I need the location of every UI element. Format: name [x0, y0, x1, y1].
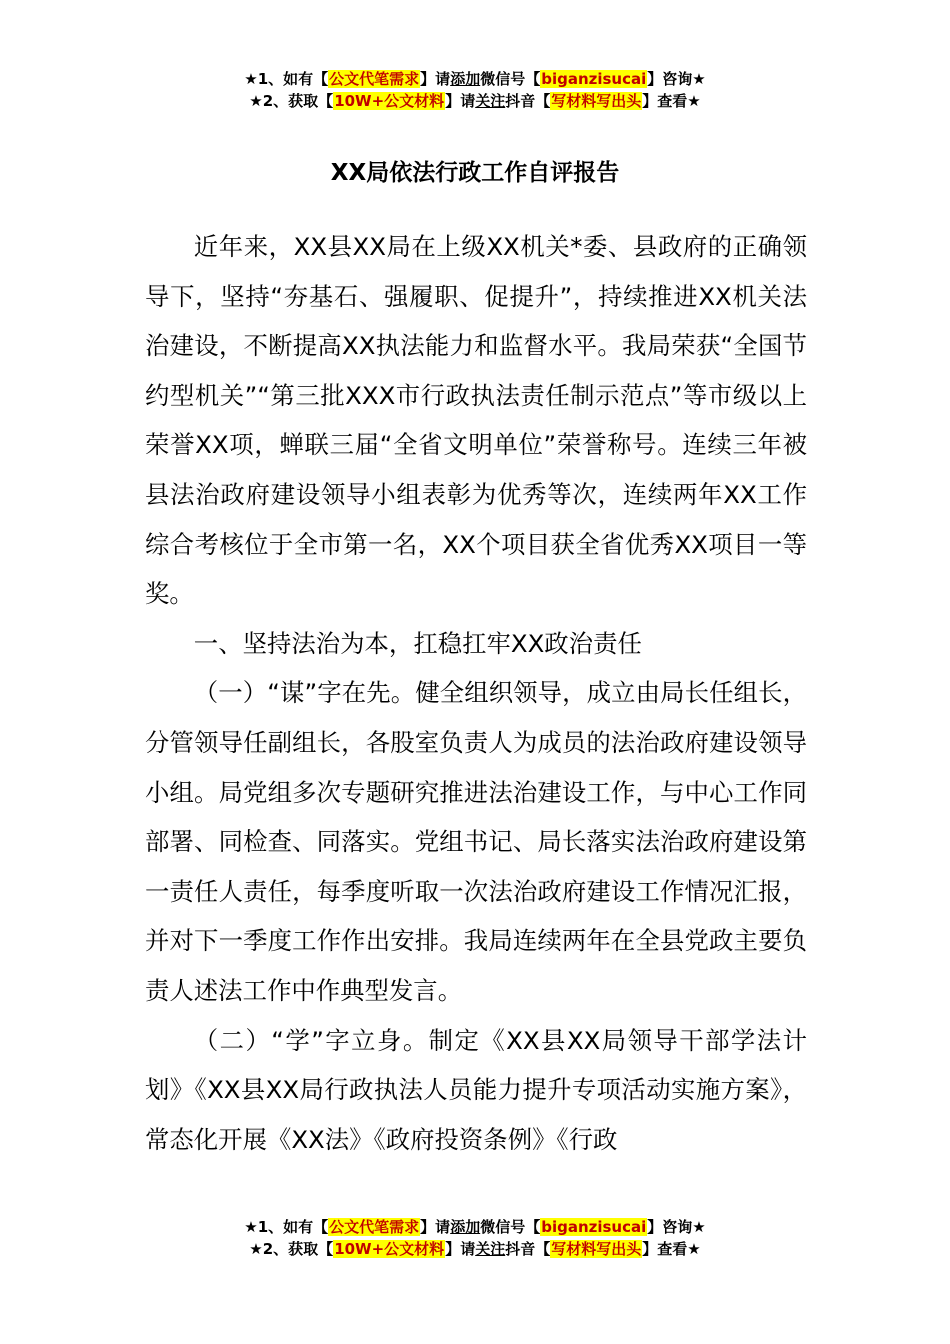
banner-text: 抖音【 — [505, 1240, 551, 1258]
banner-line-2 — [0, 90, 950, 112]
banner-line-1 — [0, 68, 950, 90]
banner-text: ★2、获取【 — [249, 1240, 334, 1258]
banner-text: 】请 — [445, 1240, 476, 1258]
banner-highlight: biganzisucai — [541, 70, 647, 88]
banner-highlight: 写材料写出头 — [551, 92, 642, 110]
header-banner — [0, 68, 950, 112]
banner-underlined-text: 添加 — [450, 70, 481, 88]
banner-text: 微信号【 — [480, 1218, 541, 1236]
banner-text: 抖音【 — [505, 92, 551, 110]
banner-text: 】请 — [420, 70, 451, 88]
document-title: XX局依法行政工作自评报告 — [330, 160, 620, 186]
footer-banner — [0, 1216, 950, 1260]
paragraph-subsection-2: （二）“学”字立身。制定《XX县XX局领导干部学法计划》《XX县XX局行政执法人员能力提升专项活动实施方案》，常态化开展《XX法》《政府投资条例》《行政 — [145, 1025, 807, 1154]
banner-text: 】查看★ — [642, 1240, 701, 1258]
banner-text: 微信号【 — [480, 70, 541, 88]
paragraph-subsection-1: （一）“谋”字在先。健全组织领导，成立由局长任组长，分管领导任副组长，各股室负责人为成员的法治政府建设领导小组。局党组多次专题研究推进法治建设工作，与中心工作同部署、同检查、同落实。党组书记、局长落实法治政府建设第一责任人责任，每季度听取一次法治政府建设工作情况汇报，并对下一季度工作作出安排。我局连续两年在全县党政主要负责人述法工作中作典型发言。 — [145, 678, 807, 1005]
paragraph-intro: 近年来，XX县XX局在上级XX机关*委、县政府的正确领导下，坚持“夯基石、强履职、促提升”，持续推进XX机关法治建设，不断提高XX执法能力和监督水平。我局荣获“全国节约型机关”“第三批XXX市行政执法责任制示范点”等市级以上荣誉XX项，蝉联三届“全省文明单位”荣誉称号。连续三年被县法治政府建设领导小组表彰为优秀等次，连续两年XX工作综合考核位于全市第一名，XX个项目获全省优秀XX项目一等奖。 — [145, 232, 807, 609]
banner-highlight: 写材料写出头 — [551, 1240, 642, 1258]
banner-underlined-text: 添加 — [450, 1218, 481, 1236]
banner-text: ★2、获取【 — [249, 92, 334, 110]
banner-underlined-text: 关注 — [475, 92, 506, 110]
banner-line-1 — [0, 1216, 950, 1238]
banner-highlight: 公文代笔需求 — [329, 70, 420, 88]
banner-highlight: biganzisucai — [541, 1218, 647, 1236]
banner-underlined-text: 关注 — [475, 1240, 506, 1258]
banner-text: ★1、如有【 — [244, 70, 329, 88]
banner-highlight: 10W+公文材料 — [334, 92, 445, 110]
section-heading: 一、坚持法治为本，扛稳扛牢XX政治责任 — [193, 628, 642, 658]
banner-highlight: 10W+公文材料 — [334, 1240, 445, 1258]
banner-text: 】请 — [445, 92, 476, 110]
document-body — [145, 222, 807, 1164]
banner-text: 】咨询★ — [647, 1218, 706, 1236]
banner-text: 】查看★ — [642, 92, 701, 110]
banner-text: ★1、如有【 — [244, 1218, 329, 1236]
banner-line-2 — [0, 1238, 950, 1260]
banner-text: 】请 — [420, 1218, 451, 1236]
banner-text: 】咨询★ — [647, 70, 706, 88]
banner-highlight: 公文代笔需求 — [329, 1218, 420, 1236]
